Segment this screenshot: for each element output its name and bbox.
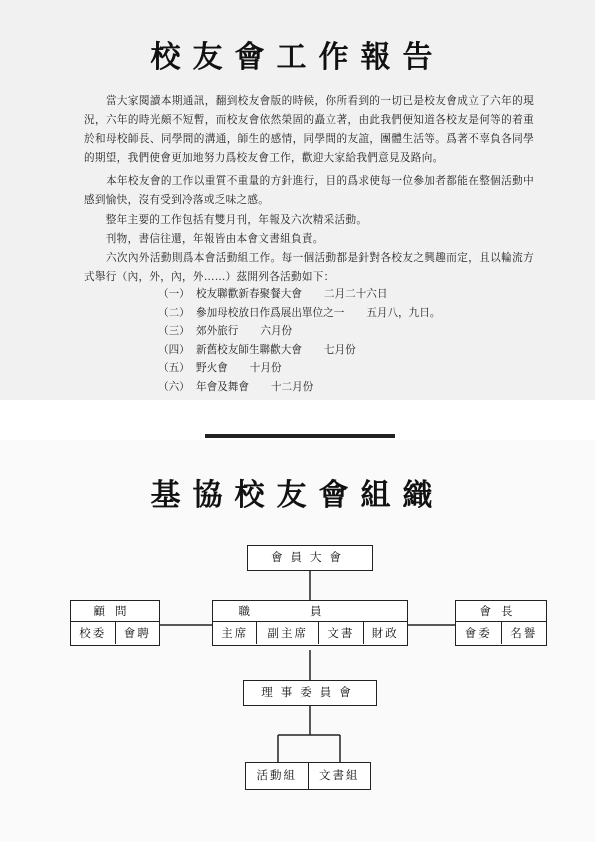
activities-group-label: 活動組 xyxy=(256,768,297,782)
event-item: （二） 參加母校放日作爲展出單位之一 五月八，九日。 xyxy=(158,306,441,319)
report-paragraph: 整年主要的工作包括有雙月刊，年報及六次精采活動。 xyxy=(84,214,368,226)
event-item: （四） 新舊校友師生聯歡大會 七月份 xyxy=(158,343,356,356)
officers-item: 副主席 xyxy=(256,622,318,644)
president-item: 會委 xyxy=(464,626,492,640)
report-paragraph: 本年校友會的工作以重質不重量的方針進行，目的爲求使每一位參加者都能在整個活動中感到愉快，沒有受到冷落或乏味之感。 xyxy=(84,175,534,206)
event-item: （六） 年會及舞會 十二月份 xyxy=(158,380,314,393)
council-label: 理事委員會 xyxy=(261,685,359,699)
officers-item: 財政 xyxy=(363,622,407,644)
officers-label: 職員 xyxy=(238,604,382,618)
report-paragraph: 當大家閱讀本期通訊，翻到校友會版的時候，你所看到的一切已是校友會成立了六年的現況，六年的時光頗不短暫，而校友會依然榮固的矗立著，由此我們便知道各校友是何等的着重於和母校師長、同學間的溝通，師生的感情，同學間的友誼，團體生活等。爲著不辜負各同學的期望，我們使會更加地努力爲校友會工作，歡迎大家給我們意見及路向。 xyxy=(84,95,534,164)
advisors-item: 校委 xyxy=(79,626,107,640)
general-assembly-box xyxy=(247,545,373,571)
officers-item: 主席 xyxy=(221,626,249,640)
event-item: （五） 野火會 十月份 xyxy=(158,362,282,375)
general-assembly-label: 會員大會 xyxy=(271,550,349,564)
council-box xyxy=(243,680,377,706)
president-item: 名譽 xyxy=(501,622,547,644)
report-paragraph: 六次內外活動則爲本會活動組工作。每一個活動都是針對各校友之興趣而定，且以輪流方式舉行（內，外，內，外……）茲開列各活動如下： xyxy=(84,252,534,283)
officers-box xyxy=(212,600,408,646)
event-item: （三） 郊外旅行 六月份 xyxy=(158,325,293,338)
report-title: 校友會工作報告 xyxy=(150,40,445,75)
advisors-label: 顧問 xyxy=(93,604,137,618)
org-chart-title: 基協校友會組織 xyxy=(150,478,445,513)
report-paragraph: 刊物，書信往還，年報皆由本會文書組負責。 xyxy=(84,233,324,245)
secretarial-group-label: 文書組 xyxy=(308,763,371,789)
president-box xyxy=(455,600,547,646)
event-item: （一） 校友聯歡新春聚餐大會 二月二十六日 xyxy=(158,288,388,300)
president-label: 會長 xyxy=(479,604,523,618)
advisors-box xyxy=(70,600,160,646)
groups-box xyxy=(245,762,371,790)
advisors-item: 會聘 xyxy=(115,622,160,644)
officers-item: 文書 xyxy=(318,622,362,644)
